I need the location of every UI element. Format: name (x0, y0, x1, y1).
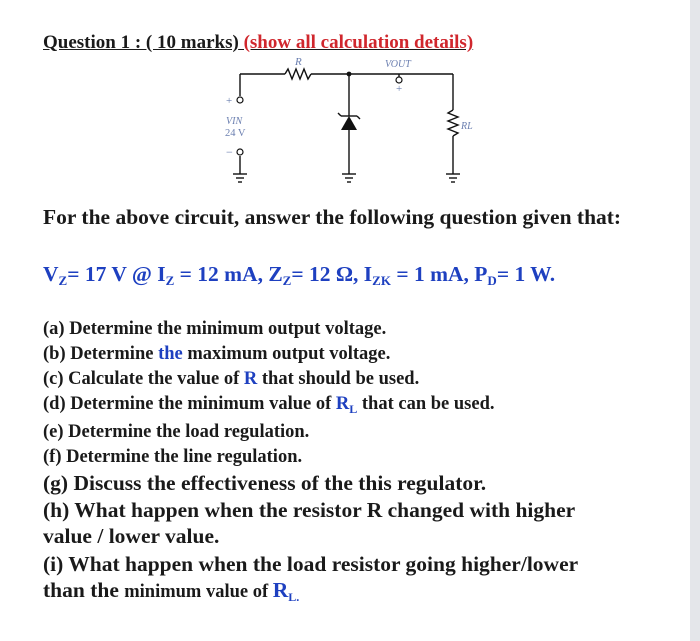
question-i-line1: (i) What happen when the load resistor going higher/lower (43, 552, 579, 576)
question-d: (d) Determine the minimum value of $R_L$ that can be used. (43, 394, 495, 416)
vin-minus-sign: − (226, 145, 233, 159)
question-h-line1: (h) What happen when the resistor R changed with higher (43, 498, 576, 522)
vin-value: 24 V (225, 128, 246, 139)
scrollbar-track (690, 0, 700, 641)
vin-plus-sign: + (226, 95, 233, 107)
load-resistor-symbol (448, 110, 458, 136)
question-h-line2: value / lower value. (43, 524, 220, 548)
question-i-line2: than the minimum value of $R_{L.}$ (43, 578, 300, 604)
calculation-note: (show all calculation details) (238, 32, 474, 53)
question-b: (b) Determine the maximum output voltage. (43, 344, 391, 364)
question-heading (43, 32, 473, 54)
question-number: Question 1 : ( 10 marks) (43, 32, 239, 53)
resistor-r-symbol (285, 69, 311, 79)
question-c: (c) Calculate the value of R that should be used. (43, 369, 420, 389)
question-g: (g) Discuss the effectiveness of the this regulator. (43, 471, 487, 495)
vout-plus-sign: + (396, 83, 403, 95)
vout-label: VOUT (385, 59, 411, 70)
question-a: (a) Determine the minimum output voltage. (43, 319, 387, 339)
vin-label: VIN (226, 116, 243, 127)
given-parameters: $V_Z= 17$ V @ $I_Z = 12$ mA, $Z_Z= 12$ Ω, $I_{ZK} = 1$ mA, $P_D= 1$ W. (43, 262, 556, 288)
question-f: (f) Determine the line regulation. (43, 447, 303, 467)
resistor-r-label: R (295, 56, 302, 68)
question-intro: For the above circuit, answer the following question given that: (43, 205, 622, 229)
zener-regulator-circuit (225, 56, 485, 192)
question-e: (e) Determine the load regulation. (43, 422, 310, 442)
zener-diode-symbol (341, 116, 357, 130)
load-resistor-label: RL (461, 121, 473, 132)
